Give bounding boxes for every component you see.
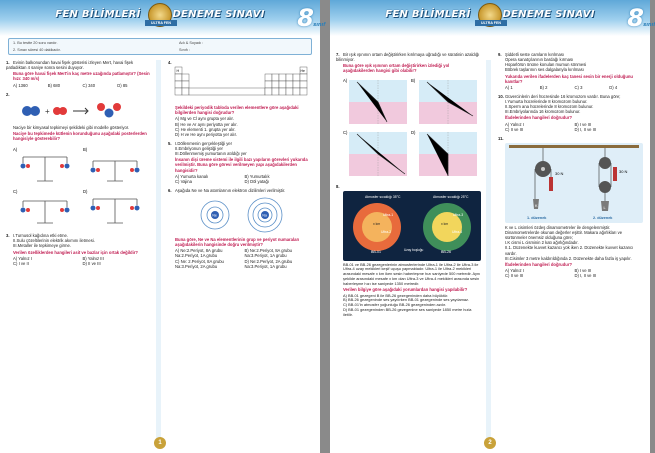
question-stem: Naciye bu tepkimede kütlenin korunduğunu aşağıdaki posterlerden hangisiyle gösterebilir? — [13, 130, 147, 141]
setup-2-caption: 2. düzenek — [593, 215, 613, 220]
grade-suffix: sınıf — [643, 22, 655, 28]
answer-options — [505, 268, 644, 278]
element-he: He — [300, 69, 305, 74]
question-stem: Yukarıda verilen ifadelerden kaç tanesi sesin bir enerji olduğunu kanıtlar? — [505, 73, 633, 84]
question-text: K ve L cisimleri özdeş dinamometreler ile dengelenmiştir. Dinamometrelerde okunan değerler eşittir. Makara ağırlıkları ve sürtünmeler önemsiz olduğuna göre; — [505, 224, 623, 241]
info-line-1: 1. Bu testte 20 soru vardır. — [13, 41, 58, 45]
question-text: Güvercinlerin deri hücresinde 16 kromozom vardır. Buna göre; — [505, 93, 621, 99]
column-left — [6, 60, 152, 270]
question-stem: İnsanın dişi üreme sistemi ile ilgili bazı yapıların görevleri yukarıda verilmiştir. Buna göre görevi verilmeyen yapı aşağıdakilerden hangisidir? — [175, 157, 308, 173]
question-9 — [498, 52, 644, 90]
option-a[interactable]: A) Yumurta kanalı — [175, 173, 209, 179]
question-text: Naciye bir kimyasal tepkimeyi şekildeki gibi modelle gösteriyor. — [13, 124, 130, 130]
option-c[interactable]: C) II ve III — [505, 126, 524, 132]
option-d[interactable]: D) I, II ve III — [574, 273, 597, 278]
question-1 — [6, 60, 152, 88]
column-left — [336, 52, 482, 321]
question-11 — [498, 136, 644, 278]
pulley-system-figure — [505, 143, 643, 223]
grade-number: 8 — [297, 4, 314, 32]
ultra-3-label: Ultra-3 — [453, 212, 464, 217]
question-number: 5. — [168, 140, 172, 146]
page-number: 1 — [154, 437, 166, 449]
option-a-label[interactable]: A) — [343, 77, 348, 83]
item-3: III.Cisimler 3 metre kaldırıldığında 2. Düzenekte daha fazla iş yapılır. — [505, 255, 632, 261]
center-strip — [156, 60, 161, 440]
option-b[interactable]: B) 2 — [539, 84, 548, 90]
option-a[interactable]: A) Ne:2.Periyot, 8A grubu Na:2.Periyot, 1A grubu — [175, 248, 223, 259]
item-3: III.Embriyolarında 16 kromozom bulunur. — [505, 109, 581, 115]
item-1: I.K cismi L cisminin 2 katı ağırlığındadır. — [505, 240, 579, 246]
name-label: Adı & Soyadı : — [179, 41, 204, 45]
option-a[interactable]: A) Yalnız I — [505, 121, 524, 127]
question-number: 7. — [336, 52, 340, 57]
option-b[interactable]: B) I ve III — [574, 267, 592, 273]
option-b[interactable]: B) I ve III — [574, 121, 592, 127]
ultra-fen-logo — [148, 3, 172, 27]
option-d[interactable]: D) I, II ve III — [574, 126, 597, 132]
center-strip — [486, 60, 491, 440]
question-text: BB-01 ve BB-26 gezegenlerinin atmosferlerinde Ultra-1 ile Ultra-2 ile Ultra-3 ile Ultra-4 uzay mekikleri keşif uçuşu yapmaktadır. Ultra-1 ile Ultra-2 mekikleri arasındaki mesafe x km iken sesin haberleşme hızı saniyede 500 metredir. Aynı şekilde arasındaki mesafe x km olan Ultra-3 ve Ultra-4 mekikleri arasında sesin haberleşme hızı ise saniyede 1350 metredir. — [343, 261, 481, 286]
force-label-1: 30 N — [555, 170, 564, 176]
option-b[interactable]: B) 680 — [47, 82, 61, 88]
option-b-label[interactable]: B) — [411, 77, 416, 83]
question-number: 10. — [498, 93, 504, 99]
question-number: 2. — [6, 91, 10, 97]
periodic-table-figure — [175, 67, 307, 103]
option-a[interactable]: A) BB-01 gezegeni B ile BB-26 gezegeninden daha büyüktür. — [343, 292, 449, 298]
balance-posters-figure — [13, 143, 151, 229]
option-c[interactable]: C) I ve II — [13, 260, 29, 266]
page-number: 2 — [484, 437, 496, 449]
column-right — [168, 60, 314, 273]
question-8 — [336, 184, 482, 318]
answer-options — [13, 256, 152, 266]
question-stem: Buna göre havai fişek Mert'in kaç metre uzağında patlamıştır? (Sesin hızı: 340 m/s) — [13, 71, 150, 82]
option-d-label[interactable]: D) — [83, 189, 88, 195]
option-d[interactable]: D) Döl yatağı — [244, 178, 269, 184]
page-2 — [330, 0, 655, 453]
class-label: Sınıfı : — [179, 48, 190, 52]
grade-suffix: sınıf — [313, 22, 326, 28]
title-right: DENEME SINAVI — [502, 9, 595, 20]
item-1: I.Döllenmenin gerçekleştiği yer — [175, 140, 233, 146]
atom-ne: Ne — [212, 213, 217, 218]
atmosphere-label-bb01: Atmosfer sıcaklığı 35°C — [365, 194, 401, 199]
question-stem: Verilen özelliklerden hangileri asit ve bazlar için ortak değildir? — [13, 249, 138, 255]
question-text: Aşağıda Ne ve Na atomlarının elektron dizilimleri verilmiştir. — [175, 187, 286, 193]
distance-label-2: x km — [441, 221, 449, 226]
question-number: 4. — [168, 60, 172, 65]
question-stem: Buna göre ışık ışınının ortam değiştirirken izlediği yol aşağıdakilerden hangisi gibi olabilir? — [343, 63, 450, 74]
space-label: Uzay boşluğu — [404, 247, 424, 252]
option-a[interactable]: A) 1360 — [13, 82, 28, 88]
title-right: DENEME SINAVI — [172, 9, 265, 20]
item-2: II.Sperm ana hücrelerinde 8 kromozom bulunur. — [505, 104, 594, 110]
option-a[interactable]: A) Mg ve Cl aynı grupta yer alır. — [175, 116, 234, 122]
ultra-fen-logo — [478, 3, 502, 27]
option-c[interactable]: C) Vajina — [175, 178, 192, 184]
answer-options — [343, 294, 482, 318]
option-c[interactable]: C) He elementi 1. grupta yer alır. — [175, 126, 236, 132]
force-label-2: 30 N — [619, 168, 628, 174]
item-2: II.Embriyonun geliştiği yer — [175, 146, 223, 151]
question-2 — [6, 92, 152, 230]
question-number: 3. — [6, 233, 10, 239]
question-number: 8. — [336, 183, 340, 189]
option-c[interactable]: C) II ve III — [505, 273, 524, 278]
electron-configuration-figure — [175, 195, 305, 235]
option-d[interactable]: D) BB-01 gezegeninden BB-26 gezegenine ses saniyede 1850 metre hızla iletilir. — [343, 306, 472, 317]
question-7 — [336, 52, 482, 180]
option-b[interactable]: B) Yumurtalık — [244, 173, 270, 179]
svg-text:+: + — [45, 106, 50, 116]
option-d[interactable]: D) H ve He aynı periyotta yer alır. — [175, 131, 237, 137]
grade-mark — [297, 4, 326, 33]
item-2: II.Sulu çözeltilerinin elektrik akımını iletmesi. — [13, 238, 95, 244]
ultra-2-label: Ultra-2 — [381, 229, 392, 234]
light-refraction-figure — [343, 76, 481, 180]
question-3 — [6, 233, 152, 266]
item-4: Böbrek taşlarının ses dalgalarıyla kırılması — [505, 67, 584, 73]
grade-mark — [627, 4, 655, 33]
question-stem: Verilen bilgiye göre aşağıdaki yorumlardan hangisi yapılabilir? — [343, 287, 468, 293]
planet-bb01: BB-01 — [371, 249, 381, 254]
option-c-label[interactable]: C) — [13, 189, 18, 195]
option-b[interactable]: B) BB-26 gezegeninde ses yayılırken BB-01 gezegeninde ses yayılamaz. — [343, 297, 470, 303]
logo-ribbon: ULTRA FEN — [145, 20, 177, 26]
question-stem: Şekildeki periyodik tabloda verilen elementlere göre aşağıdaki bilgilerden hangisi doğrudur? — [175, 105, 299, 116]
answer-options — [175, 174, 314, 184]
element-h: H — [176, 69, 180, 74]
question-text: Evinin balkonundan havai fişek gösterisi izleyen Mert, havai fişek patladıktan 4 saniye sonra sesini duyuyor. — [6, 60, 134, 71]
answer-options — [13, 83, 152, 88]
question-number: 1. — [6, 60, 10, 65]
question-stem: İfadelerinden hangileri doğrudur? — [505, 115, 573, 121]
option-c-label[interactable]: C) — [343, 129, 348, 135]
item-3: Hoparlörün önüne konulan mumun sönmesi — [505, 62, 587, 68]
option-c[interactable]: C) Ne: 2.Periyot, 8A grubu Na:3.Periyot, 2A grubu — [175, 258, 224, 269]
question-stem: Buna göre, Ne ve Na elementlerinin grup ve periyot numaraları aşağıdakilerin hangisinde doğru verilmiştir? — [175, 237, 300, 248]
option-d[interactable]: D) 85 — [117, 82, 128, 88]
column-right — [498, 52, 644, 282]
question-number: 6. — [168, 187, 172, 193]
option-b-label[interactable]: B) — [83, 147, 88, 153]
ultra-1-label: Ultra-1 — [383, 212, 394, 217]
option-a[interactable]: A) Yalnız I — [13, 255, 32, 261]
option-d-label[interactable]: D) — [411, 129, 416, 135]
item-1: I.Turnusol kağıdına etki etme. — [13, 233, 69, 239]
question-5 — [168, 141, 314, 184]
grade-number: 8 — [627, 4, 644, 32]
item-3: III.Metaller ile tepkimeye girme. — [13, 243, 71, 249]
option-c[interactable]: C) 3 — [574, 84, 583, 90]
question-stem: İfadelerinden hangileri doğrudur? — [505, 261, 573, 267]
option-d[interactable]: D) 4 — [609, 84, 618, 90]
item-1: Şiddetli seste camların kırılması — [505, 52, 565, 57]
ultra-4-label: Ultra-4 — [452, 229, 463, 234]
answer-options — [505, 122, 644, 132]
question-6 — [168, 188, 314, 269]
item-2: II.1. Düzenekte kuvvet kazancı yok iken 2. Düzenekte kuvvet kazancı vardır. — [505, 245, 634, 256]
page-header — [330, 0, 655, 36]
option-c[interactable]: C) 340 — [82, 82, 96, 88]
info-line-2: 2. Sınav süresi 40 dakikadır. — [13, 48, 61, 52]
item-2: Opera sanatçılarının bardağı kırması — [505, 57, 574, 63]
question-number: 9. — [498, 52, 502, 57]
option-a-label[interactable]: A) — [13, 147, 18, 153]
atmosphere-label-bb26: Atmosfer sıcaklığı 25°C — [433, 194, 469, 199]
option-d[interactable]: D) II ve III — [82, 260, 101, 266]
reaction-model-figure — [13, 99, 133, 123]
mass-l: L — [603, 205, 606, 210]
option-d[interactable]: D) Ne:2.Periyot, 2A grubu Na:3.Periyot, 1A grubu — [244, 258, 293, 269]
planets-figure — [343, 191, 481, 261]
logo-ribbon: ULTRA FEN — [475, 20, 507, 26]
answer-options — [175, 116, 314, 137]
title-left: FEN BİLİMLERİ — [55, 9, 141, 20]
mass-k: K — [535, 203, 538, 208]
question-10 — [498, 94, 644, 132]
option-c[interactable]: C) BB-01'in atmosfer yoğunluğu BB-26 gezegeninden azdır. — [343, 302, 447, 308]
option-a[interactable]: A) Yalnız I — [505, 267, 524, 273]
info-bar — [8, 38, 312, 55]
option-b[interactable]: B) Ne:2.Periyot, 8A grubu Na:3.Periyot, 1A grubu — [244, 248, 292, 259]
planet-bb26: BB-26 — [441, 249, 451, 254]
page-header — [0, 0, 326, 36]
setup-1-caption: 1. düzenek — [527, 215, 547, 220]
answer-options — [505, 85, 644, 90]
option-b[interactable]: B) Yalnız III — [82, 255, 104, 261]
question-text: Bir ışık ışınının ortam değiştirirken kırılmaya uğradığı ve süratinin azaldığı bilinmiyor. — [336, 52, 480, 63]
item-1: I.Yumurta hücrelerinde 8 kromozom bulunur. — [505, 99, 588, 104]
question-4 — [168, 60, 314, 137]
answer-options — [175, 248, 314, 269]
title-left: FEN BİLİMLERİ — [385, 9, 471, 20]
atom-na: Na — [262, 213, 267, 218]
question-number: 11. — [498, 135, 504, 141]
distance-label-1: x km — [373, 221, 381, 226]
page-1 — [0, 0, 326, 453]
item-3: III.Döllenmemiş yumurtanın atıldığı yer — [175, 151, 247, 157]
option-b[interactable]: B) He ve Ar aynı periyotta yer alır. — [175, 121, 238, 127]
option-a[interactable]: A) 1 — [505, 84, 513, 90]
